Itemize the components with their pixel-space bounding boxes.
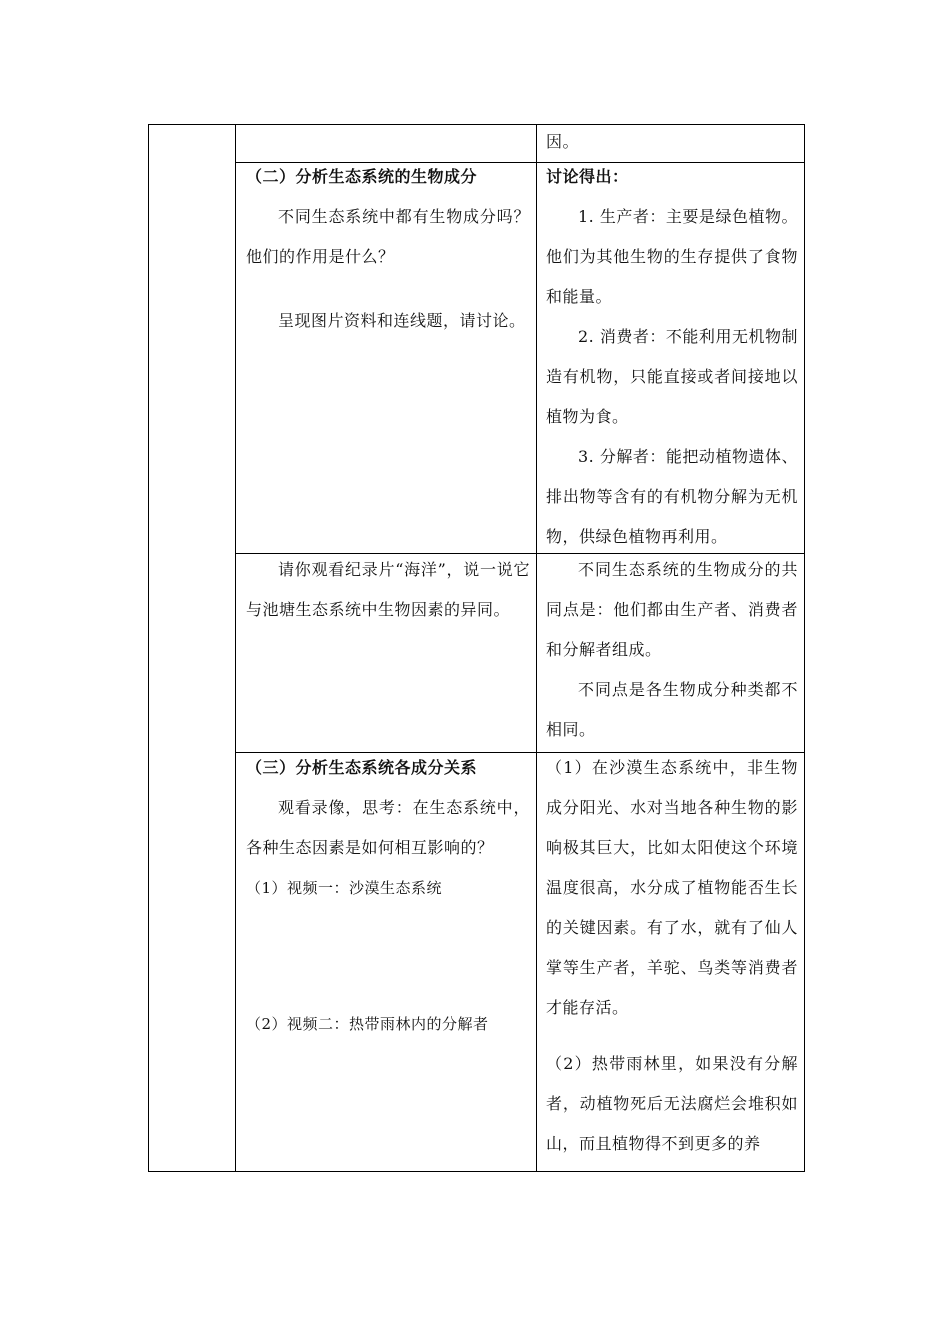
row2-left-question: 不同生态系统中都有生物成分吗？他们的作用是什么？ <box>246 207 530 266</box>
section-heading-2: （二）分析生态系统的生物成分 <box>246 167 478 186</box>
row3-right-difference: 不同点是各生物成分种类都不相同。 <box>546 680 798 739</box>
row4-left-cell <box>246 748 530 1044</box>
row2-left-cell <box>246 157 530 341</box>
table-border-bottom <box>148 1171 805 1172</box>
section-heading-3: （三）分析生态系统各成分关系 <box>246 758 478 777</box>
row3-left-text: 请你观看纪录片“海洋”，说一说它与池塘生态系统中生物因素的异同。 <box>246 560 530 619</box>
row3-right-cell <box>546 550 798 750</box>
table-border-left <box>148 124 149 1172</box>
row4-left-question: 观看录像，思考：在生态系统中，各种生态因素是如何相互影响的？ <box>246 798 530 857</box>
row2-right-cell <box>546 157 798 557</box>
row1-right-cell <box>546 124 796 160</box>
video-one-item: （1）视频一：沙漠生态系统 <box>246 879 443 897</box>
row4-right-cell <box>546 748 798 1164</box>
table-border-right <box>804 124 805 1172</box>
video-two-item: （2）视频二：热带雨林内的分解者 <box>246 1015 489 1033</box>
discussion-heading: 讨论得出： <box>546 167 629 186</box>
producer-item: 1. 生产者：主要是绿色植物。他们为其他生物的生存提供了食物和能量。 <box>546 207 798 306</box>
desert-explanation: （1）在沙漠生态系统中，非生物成分阳光、水对当地各种生物的影响极其巨大，比如太阳使这个环境温度很高，水分成了植物能否生长的关键因素。有了水，就有了仙人掌等生产者，羊驼、鸟类等消费者才能存活。 <box>546 758 798 1017</box>
decomposer-item: 3. 分解者：能把动植物遗体、排出物等含有的有机物分解为无机物，供绿色植物再利用。 <box>546 447 798 546</box>
row1-right-text: 因。 <box>546 132 580 151</box>
consumer-item: 2. 消费者：不能利用无机物制造有机物，只能直接或者间接地以植物为食。 <box>546 327 798 426</box>
rainforest-explanation: （2）热带雨林里，如果没有分解者，动植物死后无法腐烂会堆积如山，而且植物得不到更多的养 <box>546 1054 798 1153</box>
table-col-divider-1 <box>235 124 236 1172</box>
row3-right-common: 不同生态系统的生物成分的共同点是：他们都由生产者、消费者和分解者组成。 <box>546 560 798 659</box>
row2-left-instruction: 呈现图片资料和连线题，请讨论。 <box>278 311 526 330</box>
row3-left-cell <box>246 550 530 630</box>
table-col-divider-2 <box>536 124 537 1172</box>
